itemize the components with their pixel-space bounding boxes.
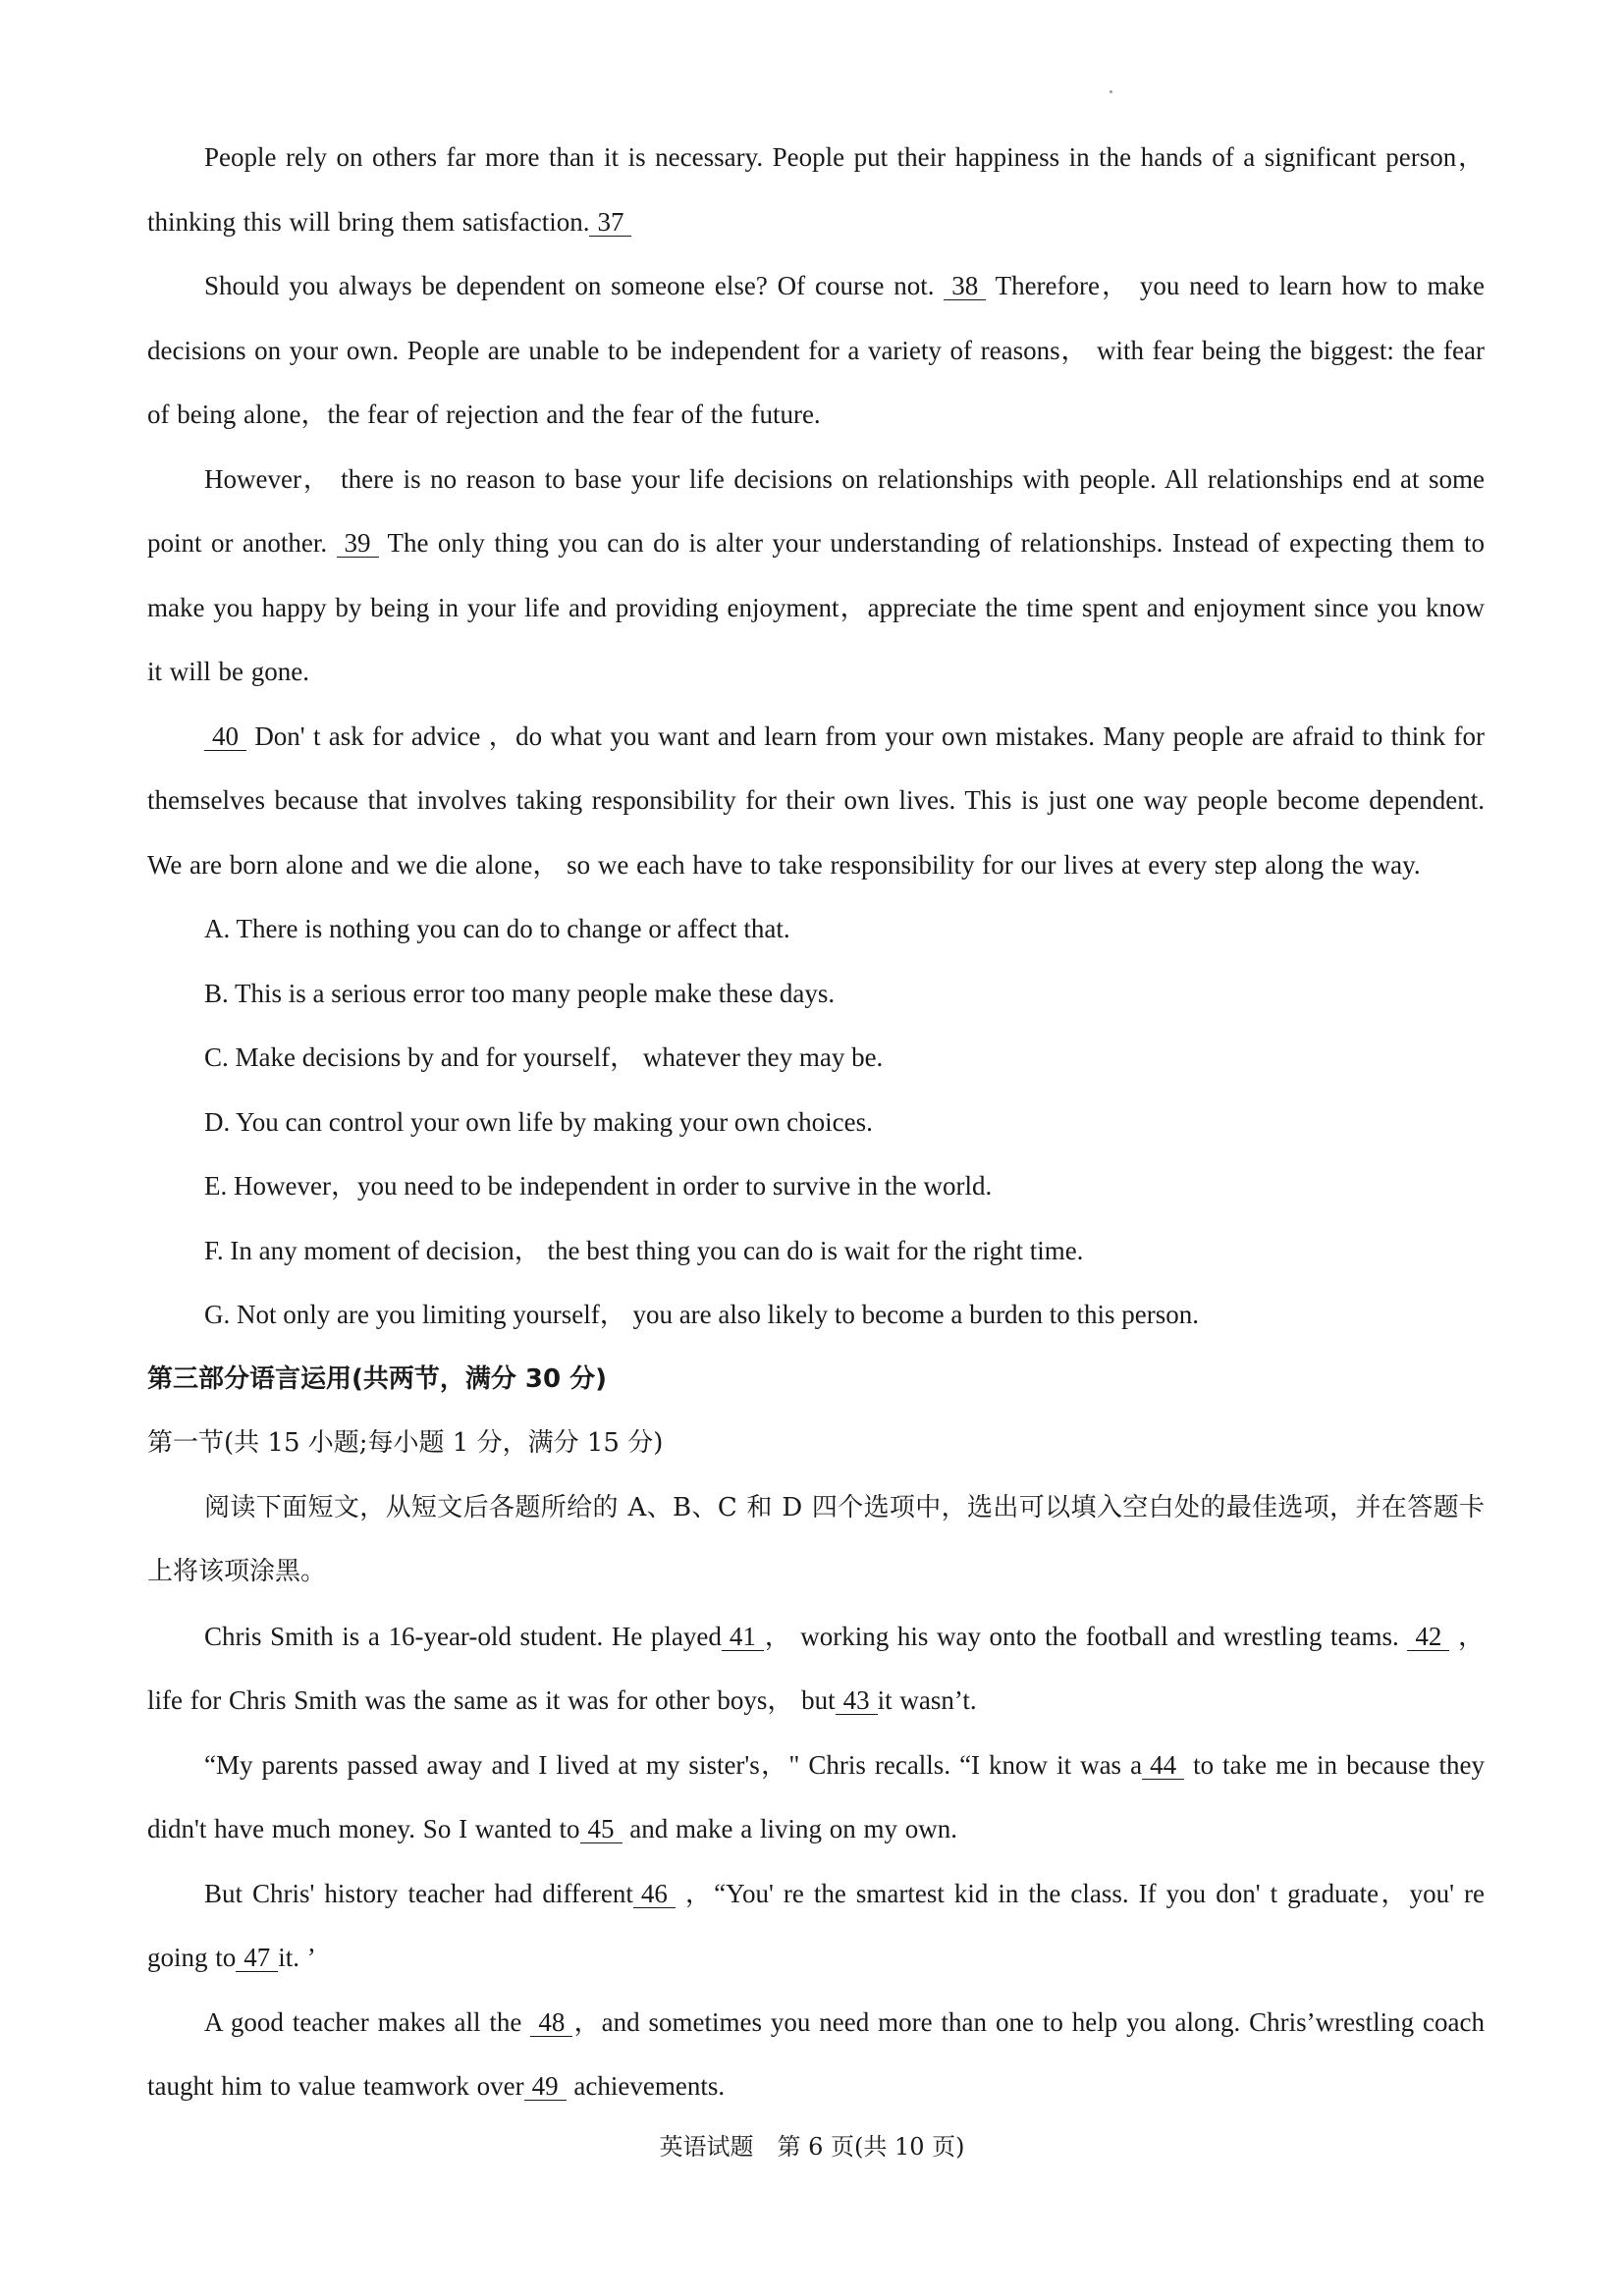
- passage-text: However， there is no reason to base your life decisions on relationships with people. All relationships end at some point or another.: [147, 463, 1485, 558]
- passage-text: Should you always be dependent on someone else? Of course not.: [204, 271, 935, 300]
- passage-text: Therefore， you need to learn how to make decisions on your own. People are unable to be independent for a variety of reasons， with fear being the biggest: the fear of being alone，the fear of rejection and the fear of the future.: [147, 271, 1485, 429]
- passage-paragraph-4: [147, 705, 1485, 898]
- cloze-paragraph-2: [147, 1734, 1485, 1862]
- passage-text: Don' t ask for advice ，do what you want and learn from your own mistakes. Many people are afraid to think for themselves because that involves taking responsibility for their own lives. This is just one way people become dependent. We are born alone and we die alone， so we each have to take responsibility for our lives at every step along the way.: [147, 721, 1486, 880]
- cloze-paragraph-3: [147, 1862, 1485, 1991]
- section-instructions: 阅读下面短文，从短文后各题所给的 A、B、C 和 D 四个选项中，选出可以填入空白处的最佳选项，并在答题卡上将该项涂黑。: [147, 1492, 1485, 1586]
- cloze-text: ，and sometimes you need more than one to help you along. Chris’wrestling coach taught him to value teamwork over: [147, 2006, 1486, 2101]
- blank-39: 39: [337, 529, 379, 558]
- passage-text: The only thing you can do is alter your understanding of relationships. Instead of expecting them to make you happy by being in your life and providing enjoyment，appreciate the time spent and enjoyment since you know it will be gone.: [147, 528, 1485, 686]
- option-b: B. This is a serious error too many people make these days.: [204, 978, 836, 1008]
- option-g: G. Not only are you limiting yourself， you are also likely to become a burden to this person.: [204, 1300, 1200, 1329]
- cloze-text: it wasn’t.: [877, 1685, 977, 1715]
- blank-41: 41: [722, 1623, 764, 1651]
- option-d: D. You can control your own life by making your own choices.: [204, 1106, 873, 1137]
- cloze-text: Chris Smith is a 16-year-old student. He played: [204, 1621, 722, 1651]
- option-a: A. There is nothing you can do to change or affect that.: [204, 914, 790, 943]
- blank-45: 45: [580, 1815, 623, 1843]
- cloze-text: it. ’: [278, 1943, 316, 1972]
- section-subheading: 第一节(共 15 小题;每小题 1 分，满分 15 分): [147, 1428, 664, 1458]
- cloze-text: to take me in because they didn't have much money. So I wanted to: [147, 1749, 1486, 1843]
- scan-dot: [1110, 90, 1112, 93]
- cloze-text: ，life for Chris Smith was the same as it was for other boys， but: [147, 1621, 1486, 1715]
- passage-text: People rely on others far more than it is necessary. People put their happiness in the hands of a significant person，thinking this will bring them satisfaction.: [147, 142, 1485, 237]
- cloze-text: ， working his way onto the football and wrestling teams.: [763, 1621, 1399, 1651]
- blank-42: 42: [1407, 1623, 1449, 1651]
- option-f: F. In any moment of decision， the best thing you can do is wait for the right time.: [204, 1235, 1084, 1265]
- option-e: E. However，you need to be independent in order to survive in the world.: [204, 1171, 993, 1201]
- page-content: [147, 126, 1485, 2119]
- cloze-text: But Chris' history teacher had different: [204, 1878, 633, 1908]
- cloze-text: “My parents passed away and I lived at my sister's，" Chris recalls. “I know it was a: [204, 1749, 1143, 1780]
- option-c: C. Make decisions by and for yourself， whatever they may be.: [204, 1042, 884, 1072]
- cloze-text: achievements.: [573, 2071, 726, 2101]
- cloze-text: and make a living on my own.: [629, 1814, 957, 1843]
- blank-44: 44: [1142, 1751, 1184, 1780]
- cloze-text: ，“You' re the smartest kid in the class. If you don' t graduate，you' re going to: [147, 1878, 1485, 1972]
- passage-paragraph-1: [147, 126, 1485, 254]
- blank-38: 38: [944, 272, 986, 300]
- section-heading: 第三部分语言运用(共两节，满分 30 分): [147, 1363, 608, 1394]
- passage-paragraph-3: [147, 448, 1485, 705]
- blank-49: 49: [524, 2072, 567, 2101]
- page-footer: 英语试题 第 6 页(共 10 页): [659, 2133, 965, 2161]
- cloze-paragraph-1: [147, 1605, 1485, 1734]
- blank-47: 47: [236, 1944, 278, 1972]
- blank-40: 40: [204, 722, 246, 751]
- passage-paragraph-2: [147, 254, 1485, 448]
- blank-37: 37: [589, 208, 631, 237]
- blank-46: 46: [633, 1880, 676, 1908]
- cloze-paragraph-4: [147, 1991, 1485, 2119]
- cloze-text: A good teacher makes all the: [204, 2006, 522, 2037]
- blank-48: 48: [530, 2008, 572, 2037]
- blank-43: 43: [836, 1686, 878, 1715]
- option-list: [147, 897, 1485, 1348]
